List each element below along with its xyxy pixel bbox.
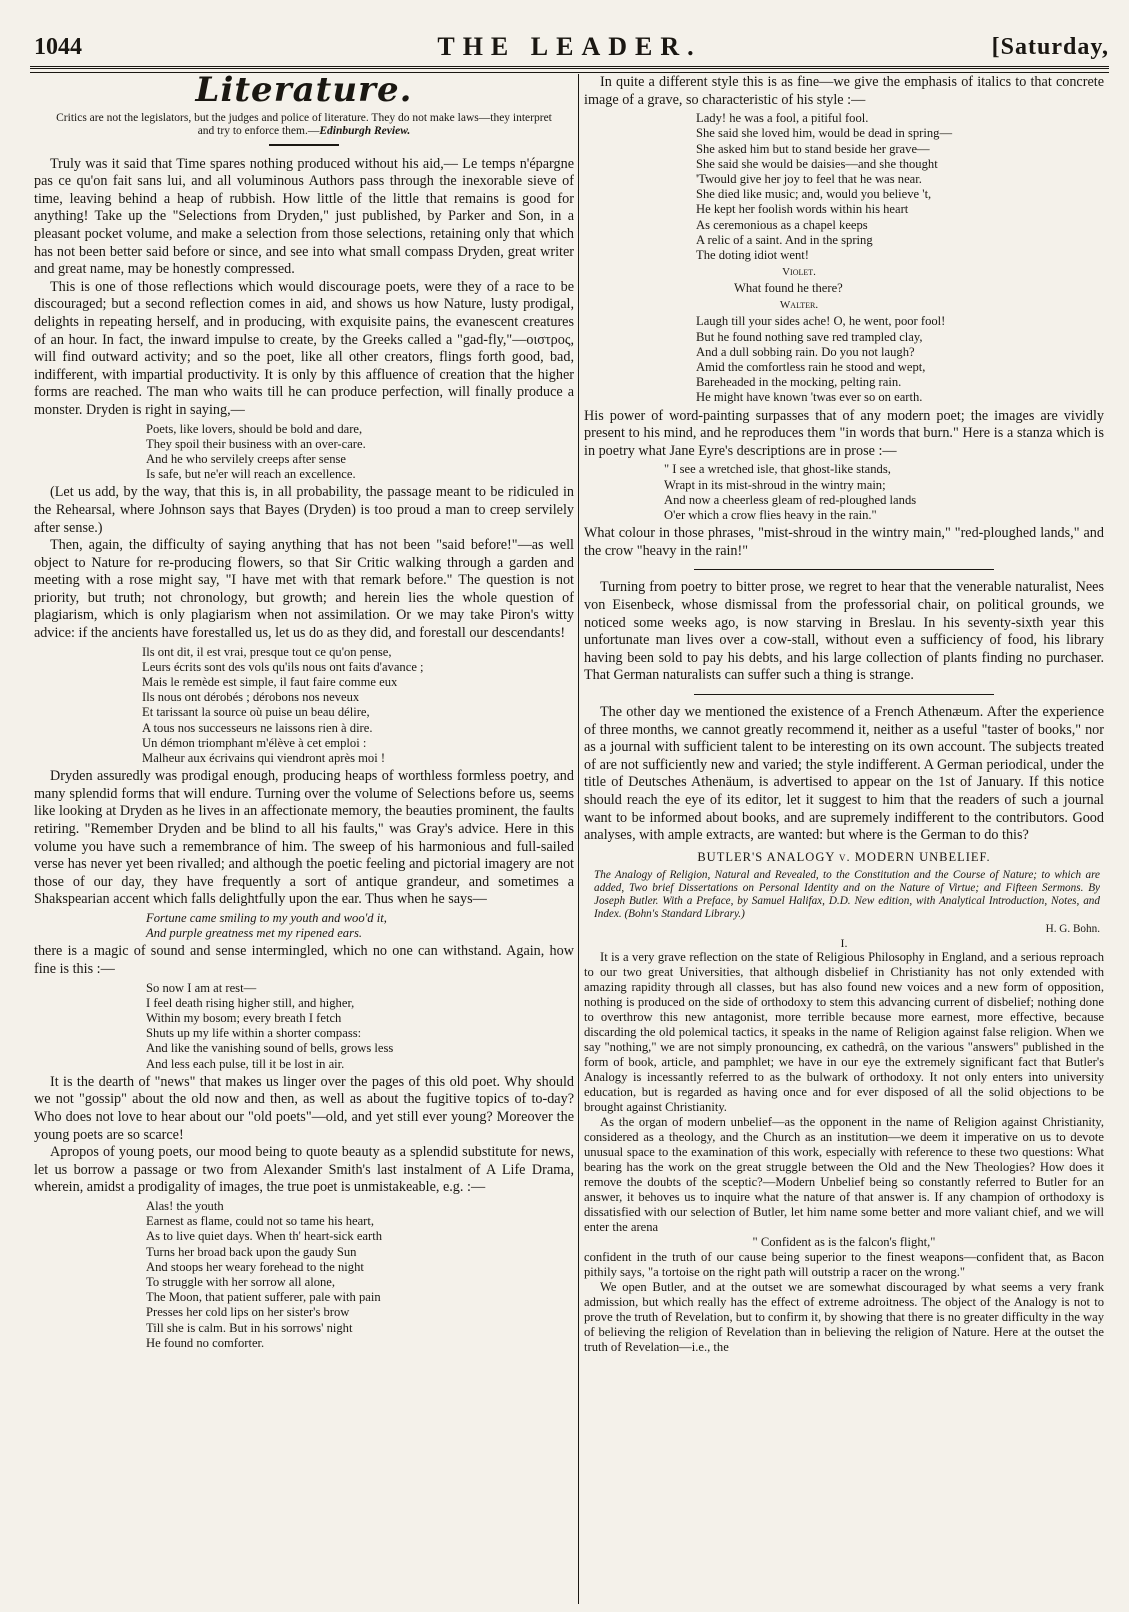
paragraph: Truly was it said that Time spares nothing produced without his aid,— Le temps n'épargne pas ce qu'on fait sans lui, and all voluminous Authors pass through the inexorable sieve of time, leaving behind a heap of rubbish. How little of the little that remains is good for anything! Take up the "Selections from Dryden," just published, by Parker and Son, in a pleasant pocket volume, and make a selection from those selections, retaining only that which has not been better said before or since, and see into what small compass Dryden, great writer and great name, may be honestly compressed.	[34, 155, 574, 278]
speaker-label: Violet.	[782, 266, 816, 279]
quote-line: " Confident as is the falcon's flight,"	[752, 1235, 936, 1250]
verse-line: 'Twould give her joy to feel that he was near.	[696, 172, 922, 186]
verse-block	[146, 981, 574, 1072]
verse-line: I feel death rising higher still, and higher,	[146, 995, 355, 1010]
short-divider	[269, 144, 339, 146]
verse-line: Laugh till your sides ache! O, he went, poor fool!	[696, 314, 946, 329]
verse-line: As to live quiet days. When th' heart-sick earth	[146, 1229, 383, 1244]
verse-line: Ils ont dit, il est vrai, presque tout ce qu'on pense,	[142, 644, 392, 659]
verse-line: Wrapt in its mist-shroud in the wintry main;	[664, 477, 886, 492]
verse-block	[664, 462, 1104, 523]
verse-line: Leurs écrits sont des vols qu'ils nous ont faits d'avance ;	[142, 659, 424, 674]
verse-block	[146, 911, 574, 941]
verse-line: And now a cheerless gleam of red-ploughed lands	[664, 492, 917, 507]
verse-line: Un démon triomphant m'élève à cet emploi :	[142, 735, 367, 750]
paragraph: It is the dearth of "news" that makes us linger over the pages of this old poet. Why should we not "gossip" about the old now and then, as well as about the fugitive topics of to-day? Who does not love to hear about our "old poets"—old, and yet still ever young? Moreover the young poets are so scarce!	[34, 1073, 574, 1143]
verse-line: O'er which a crow flies heavy in the rain."	[664, 508, 877, 523]
epigraph	[50, 112, 558, 138]
page-number: 1044	[34, 34, 82, 60]
paragraph: What colour in those phrases, "mist-shroud in the wintry main," "red-ploughed lands," and the crow "heavy in the rain!"	[584, 525, 1104, 559]
right-column	[584, 74, 1104, 1355]
masthead	[30, 28, 1109, 68]
verse-line: He kept her foolish words within his heart	[696, 202, 909, 217]
paragraph: Then, again, the difficulty of saying anything that has not been "said before!"—as well object to Nature for re-producing flowers, so that Sir Critic walking through a garden and meeting with a rose might say, "I have met with that remark before." The question is not priority, but truth; not chronology, but growth; and herein lies the whole question of plagiarism, which is only plagiarism when not assimilation. Or we may take Piron's witty advice: if the ancients have forestalled us, let us do as they did, and forestall our descendants!	[34, 537, 574, 642]
issue-day: [Saturday,	[991, 34, 1109, 60]
verse-line: She asked him but to stand beside her grave—	[696, 141, 930, 156]
verse-line: The Moon, that patient sufferer, pale with pain	[146, 1290, 381, 1305]
paragraph: It is a very grave reflection on the state of Religious Philosophy in England, and a serious reproach to our two great Universities, that although disbelief in Christianity has not only extended with amazing rapidity through all classes, but has also found new voices and a new form of opposition, nothing is produced on the side of orthodoxy to stem this advancing current of disbelief; nothing done to overthrow this new antagonist, more terrible because more earnest, more effective, because discarding the old polemical tactics, it speaks in the name of Religion against false religion. When we say "nothing," we are not simply pronouncing, ex cathedrâ, on the various "answers" published in the form of book, article, and pamphlet; we have in our eye the extremely significant fact that Butler's Analogy is incessantly referred to as the bulwark of orthodoxy. It not only enters into university education, but is regarded as having once and for ever disposed of all the solid objections to be brought against Christianity.	[584, 950, 1104, 1115]
verse-line: He found no comforter.	[146, 1335, 265, 1350]
paragraph: (Let us add, by the way, that this is, in all probability, the passage meant to be ridiculed in the Rehearsal, where Johnson says that Bayes (Dryden) is too proud a man to creep servilely after sense.)	[34, 484, 574, 536]
verse-line: To struggle with her sorrow all alone,	[146, 1275, 336, 1290]
verse-block	[146, 422, 574, 483]
verse-line: Et tarissant la source où puise un beau délire,	[142, 705, 370, 720]
verse-line: Bareheaded in the mocking, pelting rain.	[696, 375, 902, 390]
verse-line: Lady! he was a fool, a pitiful fool.	[696, 111, 869, 126]
verse-block	[142, 645, 574, 767]
newspaper-title: THE LEADER.	[437, 32, 702, 61]
verse-line: " I see a wretched isle, that ghost-like stands,	[664, 462, 891, 477]
paragraph: confident in the truth of our cause being superior to the finest weapons—confident that, as Bacon pithily says, "a tortoise on the right path will outstrip a racer on the wrong."	[584, 1250, 1104, 1280]
verse-line: Alas! the youth	[146, 1199, 224, 1213]
verse-block	[696, 314, 1104, 405]
verse-line: A tous nos successeurs ne laissons rien à dire.	[142, 720, 373, 735]
paragraph: This is one of those reflections which would discourage poets, were they of a race to be discouraged; but a second reflection comes in aid, and shows us how Nature, lusty prodigal, delights in repeating herself, and in producing, with exquisite pains, the evanescent creatures of an hour. In fact, the inward impulse to create, by the Greeks called a "gad-fly,"—οιστρος, will find outward activity; and so the poet, like all other creators, flings forth good, bad, indifferent, with impartial productivity. It is only by this affluence of creation that the higher forms are reached. The man who waits till he can produce perfection, will finally produce a monster. Dryden is right in saying,—	[34, 278, 574, 418]
verse-line: And stoops her weary forehead to the night	[146, 1259, 364, 1274]
verse-line: Is safe, but ne'er will reach an excellence.	[146, 467, 356, 482]
verse-line: She died like music; and, would you believe 't,	[696, 187, 932, 202]
verse-line: The doting idiot went!	[696, 248, 809, 263]
verse-line: And less each pulse, till it be lost in air.	[146, 1056, 345, 1071]
paragraph: The other day we mentioned the existence of a French Athenæum. After the experience of three months, we cannot greatly recommend it, neither as a useful "taster of books," nor as a journal with sufficient talent to be interesting on its own account. The subjects treated of are not sufficiently new and varied; the style indifferent. A German periodical, under the title of Deutsches Athenäum, is advertised to appear on the 1st of January. If this notice should reach the eye of its editor, let it suggest to him that the readers of such a journal want to be informed about books, and are supremely indifferent to the contributors. Good analyses, with ample extracts, are wanted: but where is the German to do this?	[584, 703, 1104, 844]
verse-line: What found he there?	[734, 281, 843, 296]
verse-line: Poets, like lovers, should be bold and dare,	[146, 421, 363, 436]
verse-line: Within my bosom; every breath I fetch	[146, 1011, 342, 1026]
verse-line: A relic of a saint. And in the spring	[696, 232, 873, 247]
epigraph-source: Edinburgh Review.	[319, 124, 411, 137]
verse-line: Ils nous ont dérobés ; dérobons nos neveux	[142, 690, 360, 705]
verse-line: Turns her broad back upon the gaudy Sun	[146, 1244, 357, 1259]
book-description: The Analogy of Religion, Natural and Revealed, to the Constitution and the Course of Nature; to which are added, Two brief Dissertations on Personal Identity and on the Nature of Virtue; and Fifteen Sermons. By Joseph Butler. With a Preface, by Samuel Halifax, D.D. New edition, with Analytical Introduction, Notes, and Index. (Bohn's Standard Library.)	[594, 869, 1100, 920]
verse-line: And he who servilely creeps after sense	[146, 451, 347, 466]
paragraph: As the organ of modern unbelief—as the opponent in the name of Religion against Christianity, considered as a theology, and the Church as an institution—we deem it imperative on us to devote unusual space to the examination of this work, especially with reference to these two questions: What bearing has the work on the great struggle between the Old and the New Theologies? How does it remove the doubts of the sceptic?—Modern Unbelief being so constantly referred to Butler for an answer, it behoves us to inquire what the nature of that answer is. If any champion of orthodoxy is dissatisfied with our selection of Butler, let him name some better and more valiant chief, and we will enter the arena	[584, 1115, 1104, 1235]
left-column	[34, 70, 574, 1353]
paragraph: We open Butler, and at the outset we are somewhat discouraged by what seems a very frank admission, but which really has the effect of extreme adroitness. The object of the Analogy is not to prove the truth of Revelation, but to confirm it, by showing that there is no greater difficulty in the way of believing the religion of Revelation than in believing the religion of Nature. Here at the outset the truth of Revelation—i.e., the	[584, 1280, 1104, 1355]
verse-line: And a dull sobbing rain. Do you not laugh?	[696, 344, 915, 359]
paragraph: there is a magic of sound and sense intermingled, which no one can withstand. Again, how fine is this :—	[34, 943, 574, 978]
speaker-label: Walter.	[779, 299, 819, 312]
verse-line: Till she is calm. But in his sorrows' night	[146, 1320, 353, 1335]
verse-line: But he found nothing save red trampled clay,	[696, 329, 923, 344]
verse-line: He might have known 'twas ever so on earth.	[696, 390, 923, 405]
verse-block	[146, 1199, 574, 1351]
verse-block	[696, 111, 1104, 263]
section-title: Literature.	[195, 70, 413, 110]
paragraph: Turning from poetry to bitter prose, we regret to hear that the venerable naturalist, Nees von Eisenbeck, whose dismissal from the professorial chair, on political grounds, we noticed some weeks ago, is now starving in Breslau. In his seventy-sixth year this unfortunate man lives over a cow-stall, without even a sufficiency of food, his library having been sold to pay his debts, and his large collection of plants finding no purchaser. That German naturalists can suffer such a thing is strange.	[584, 579, 1104, 684]
verse-line: As ceremonious as a chapel keeps	[696, 217, 868, 232]
paragraph: Apropos of young poets, our mood being to quote beauty as a splendid substitute for news, let us borrow a passage or two from Alexander Smith's last instalment of A Life Drama, wherein, amidst a prodigality of images, the true poet is unmistakeable, e.g. :—	[34, 1144, 574, 1196]
publisher: H. G. Bohn.	[1045, 922, 1100, 935]
part-number: I.	[840, 936, 848, 951]
verse-line: So now I am at rest—	[146, 980, 257, 995]
verse-line: She said she would be daisies—and she thought	[696, 156, 938, 171]
divider	[694, 694, 994, 695]
verse-line: Fortune came smiling to my youth and woo'd it,	[146, 911, 387, 926]
verse-line: And purple greatness met my ripened ears.	[146, 926, 363, 941]
verse-line: Amid the comfortless rain he stood and wept,	[696, 360, 926, 375]
verse-line: And like the vanishing sound of bells, grows less	[146, 1041, 394, 1056]
article-title: BUTLER'S ANALOGY v. MODERN UNBELIEF.	[697, 849, 991, 864]
paragraph: Dryden assuredly was prodigal enough, producing heaps of worthless formless poetry, and many splendid forms that will endure. Turning over the volume of Selections before us, seems like looking at Dryden as he lives in an affectionate memory, the beauties prominent, the faults retiring. "Remember Dryden and be blind to all his faults," was Gray's advice. Here in this volume you have such a remembrance of him. The sweep of his harmonious and full-sailed verse has never yet been rivalled; and although the poetic feeling and pictorial imagery are not those of our day, they have frequently a sort of antique grandeur, and sometimes a Shakspearian accent which falls delightfully upon the ear. Thus when he says—	[34, 768, 574, 908]
verse-line: Earnest as flame, could not so tame his heart,	[146, 1214, 375, 1229]
verse-line: She said she loved him, would be dead in spring—	[696, 126, 953, 141]
masthead-rule	[30, 66, 1109, 73]
verse-line: Presses her cold lips on her sister's brow	[146, 1305, 350, 1320]
paragraph: In quite a different style this is as fine—we give the emphasis of italics to that concrete image of a grave, so characteristic of his style :—	[584, 74, 1104, 108]
verse-line: Mais le remède est simple, il faut faire comme eux	[142, 675, 398, 690]
verse-line: They spoil their business with an over-care.	[146, 436, 366, 451]
paragraph: His power of word-painting surpasses that of any modern poet; the images are vividly present to his mind, and he reproduces them "in words that burn." Here is a stanza which is in poetry what Jane Eyre's descriptions are in prose :—	[584, 407, 1104, 459]
verse-line: Shuts up my life within a shorter compass:	[146, 1026, 362, 1041]
epigraph-text: Critics are not the legislators, but the judges and police of literature. They do not make laws—they interpret and try to enforce them.—	[56, 111, 552, 137]
verse-line: Malheur aux écrivains qui viendront après moi !	[142, 751, 386, 766]
divider	[694, 569, 994, 570]
